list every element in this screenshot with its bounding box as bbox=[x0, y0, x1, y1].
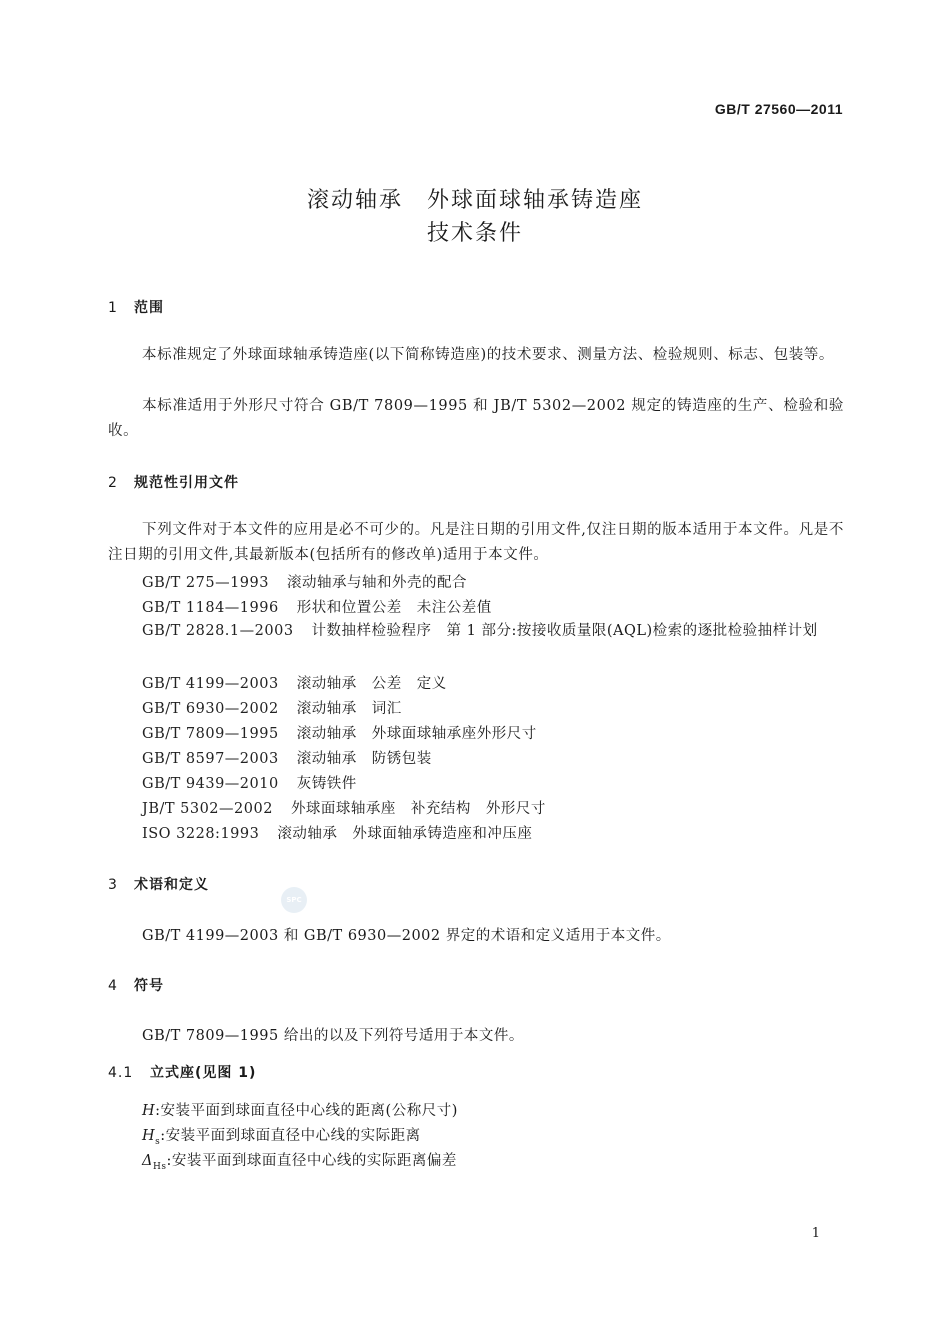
reference-item bbox=[142, 571, 467, 592]
section-2-heading bbox=[108, 472, 239, 492]
reference-title: 灰铸铁件 bbox=[296, 776, 357, 792]
reference-title: 滚动轴承 词汇 bbox=[296, 701, 402, 717]
reference-title: 形状和位置公差 未注公差值 bbox=[296, 600, 492, 616]
reference-code: GB/T 7809—1995 bbox=[142, 726, 279, 742]
reference-code: JB/T 5302—2002 bbox=[142, 801, 273, 817]
reference-title: 滚动轴承与轴和外壳的配合 bbox=[286, 575, 467, 591]
section-title: 规范性引用文件 bbox=[134, 475, 239, 491]
paragraph-text: 本标准适用于外形尺寸符合 GB/T 7809—1995 和 JB/T 5302—2002 规定的铸造座的生产、检验和验收。 bbox=[108, 398, 844, 439]
symbol: Δ bbox=[142, 1153, 153, 1169]
reference-code: GB/T 9439—2010 bbox=[142, 776, 279, 792]
section-title: 术语和定义 bbox=[134, 877, 209, 893]
section-number: 3 bbox=[108, 877, 118, 893]
symbol: H bbox=[142, 1128, 156, 1144]
section-1-heading bbox=[108, 297, 164, 317]
reference-code: GB/T 8597—2003 bbox=[142, 751, 279, 767]
page-number: 1 bbox=[811, 1226, 820, 1241]
symbol: H bbox=[142, 1103, 156, 1119]
reference-code: GB/T 4199—2003 bbox=[142, 676, 279, 692]
reference-item bbox=[142, 747, 432, 768]
symbol-subscript: Hs bbox=[152, 1161, 167, 1172]
symbol-description: :安装平面到球面直径中心线的实际距离 bbox=[160, 1128, 421, 1144]
section-3-paragraph: GB/T 4199—2003 和 GB/T 6930—2002 界定的术语和定义适用于本文件。 bbox=[142, 928, 671, 944]
symbol-subscript: s bbox=[155, 1136, 161, 1147]
section-title: 范围 bbox=[134, 300, 164, 316]
section-title: 符号 bbox=[134, 978, 164, 994]
paragraph-text: 本标准规定了外球面球轴承铸造座(以下简称铸造座)的技术要求、测量方法、检验规则、标志、包装等。 bbox=[142, 347, 835, 363]
section-2-intro bbox=[108, 518, 844, 568]
standard-number: GB/T 27560—2011 bbox=[714, 101, 843, 117]
section-number: 2 bbox=[108, 475, 118, 491]
reference-title: 滚动轴承 外球面球轴承座外形尺寸 bbox=[296, 726, 537, 742]
section-number: 4 bbox=[108, 978, 118, 994]
document-title-line2: 技术条件 bbox=[426, 221, 523, 246]
reference-title: 计数抽样检验程序 第 1 部分:按接收质量限(AQL)检索的逐批检验抽样计划 bbox=[311, 623, 818, 639]
reference-title: 滚动轴承 公差 定义 bbox=[296, 676, 447, 692]
reference-title: 外球面球轴承座 补充结构 外形尺寸 bbox=[290, 801, 546, 817]
reference-code: GB/T 2828.1—2003 bbox=[142, 623, 294, 639]
section-4-heading bbox=[108, 975, 164, 995]
reference-title: 滚动轴承 外球面轴承铸造座和冲压座 bbox=[277, 826, 533, 842]
symbol-description: :安装平面到球面直径中心线的距离(公称尺寸) bbox=[155, 1103, 458, 1119]
section-title: 立式座(见图 1) bbox=[150, 1065, 257, 1081]
section-number: 1 bbox=[108, 300, 118, 316]
reference-code: ISO 3228:1993 bbox=[142, 826, 260, 842]
document-title-line1: 滚动轴承 外球面球轴承铸造座 bbox=[306, 188, 643, 213]
reference-item bbox=[142, 722, 537, 743]
symbol-definition bbox=[142, 1124, 421, 1147]
reference-title: 滚动轴承 防锈包装 bbox=[296, 751, 432, 767]
reference-item bbox=[142, 596, 492, 617]
reference-item bbox=[142, 797, 546, 818]
reference-item bbox=[142, 672, 447, 693]
section-4-1-heading bbox=[108, 1062, 256, 1082]
reference-item bbox=[142, 697, 402, 718]
reference-code: GB/T 1184—1996 bbox=[142, 600, 279, 616]
section-1-paragraph-2 bbox=[108, 394, 844, 444]
symbol-description: :安装平面到球面直径中心线的实际距离偏差 bbox=[166, 1153, 457, 1169]
symbol-definition bbox=[142, 1099, 458, 1120]
reference-item bbox=[142, 619, 844, 644]
section-4-paragraph: GB/T 7809—1995 给出的以及下列符号适用于本文件。 bbox=[142, 1028, 524, 1044]
section-3-heading bbox=[108, 874, 209, 894]
watermark-logo: SPC bbox=[281, 887, 307, 913]
paragraph-text: 下列文件对于本文件的应用是必不可少的。凡是注日期的引用文件,仅注日期的版本适用于本文件。凡是不注日期的引用文件,其最新版本(包括所有的修改单)适用于本文件。 bbox=[108, 522, 844, 563]
section-number: 4.1 bbox=[108, 1065, 134, 1081]
reference-code: GB/T 275—1993 bbox=[142, 575, 269, 591]
reference-item bbox=[142, 772, 357, 793]
reference-code: GB/T 6930—2002 bbox=[142, 701, 279, 717]
symbol-definition bbox=[142, 1149, 457, 1172]
reference-item bbox=[142, 822, 532, 843]
section-1-paragraph-1 bbox=[108, 343, 844, 368]
